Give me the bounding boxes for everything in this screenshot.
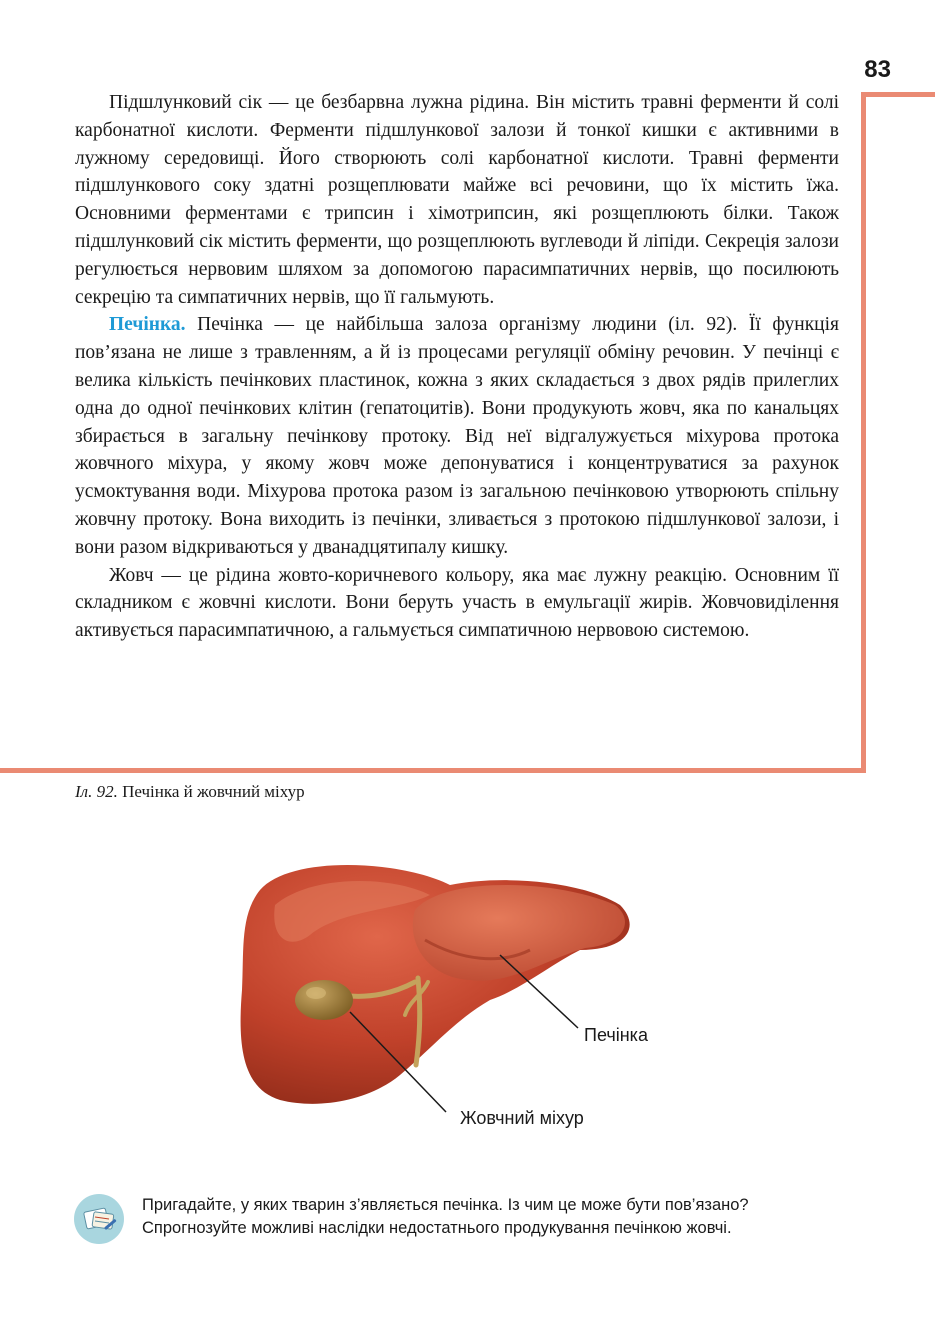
frame-right-border — [861, 92, 866, 773]
main-text — [75, 89, 839, 645]
review-question-line-2: Спрогнозуйте можливі наслідки недостатнього продукування печінкою жовчі. — [142, 1219, 732, 1237]
page-number: 83 — [864, 56, 891, 83]
label-liver: Печінка — [584, 1025, 648, 1045]
frame-top-border — [861, 92, 935, 97]
liver-illustration — [200, 850, 720, 1150]
figure-caption-text: Печінка й жовчний міхур — [117, 782, 305, 801]
frame-bottom-border — [0, 768, 866, 773]
paragraph-liver — [75, 311, 839, 561]
liver-left-lobe — [413, 885, 625, 981]
review-question — [142, 1194, 882, 1240]
paragraph-liver-text: Печінка — це найбільша залоза організму людини (іл. 92). Її функція пов’язана не лише з травленням, а й із процесами регуляції обміну речовин. У печінці є велика кількість печінкових пластинок, кожна з яких складається з двох рядів прилеглих одна до одної печінкових клітин (гепатоцитів). Вони продукують жовч, яка по канальцях збирається в загальну печінкову протоку. Від неї відгалужується міхурова протока жовчного міхура, у якому жовч може депонуватися і концентруватися за рахунок усмоктування води. Міхурова протока разом із загальною печінковою утворюють спільну жовчну протоку. Вона виходить із печінки, зливається з протокою підшлункової залози, і вони разом відкриваються у дванадцятипалу кишку. — [75, 314, 839, 558]
term-liver: Печінка. — [109, 314, 186, 336]
question-notebook-icon — [73, 1193, 125, 1245]
review-question-line-1: Пригадайте, у яких тварин з’являється печінка. Із чим це може бути пов’язано? — [142, 1196, 749, 1214]
label-gallbladder: Жовчний міхур — [460, 1108, 584, 1128]
gallbladder-shape — [295, 980, 353, 1020]
figure-caption — [75, 781, 305, 803]
paragraph-bile: Жовч — це рідина жовто-коричневого кольору, яка має лужну реакцію. Основним її складником є жовчні кислоти. Вони беруть участь в емульгації жирів. Жовчовиділення активується парасимпатичною, а гальмується симпатичною нервовою системою. — [75, 564, 839, 642]
figure-number: Іл. 92. — [75, 782, 118, 801]
paragraph-pancreatic-juice: Підшлунковий сік — це безбарвна лужна рідина. Він містить травні ферменти й солі карбонатної кислоти. Ферменти підшлункової залози й тонкої кишки є активними в лужному середовищі. Його створюють солі карбонатної кислоти. Травні ферменти підшлункового соку здатні розщеплювати майже всі речовини, що їх містить їжа. Основними ферментами є трипсин і хімотрипсин, які розщеплюють білки. Також підшлунковий сік містить ферменти, що розщеплюють вуглеводи й ліпіди. Секреція залози регулюється нервовим шляхом за допомогою парасимпатичних нервів, що посилюють секрецію та симпатичних нервів, що її гальмують. — [75, 92, 839, 308]
